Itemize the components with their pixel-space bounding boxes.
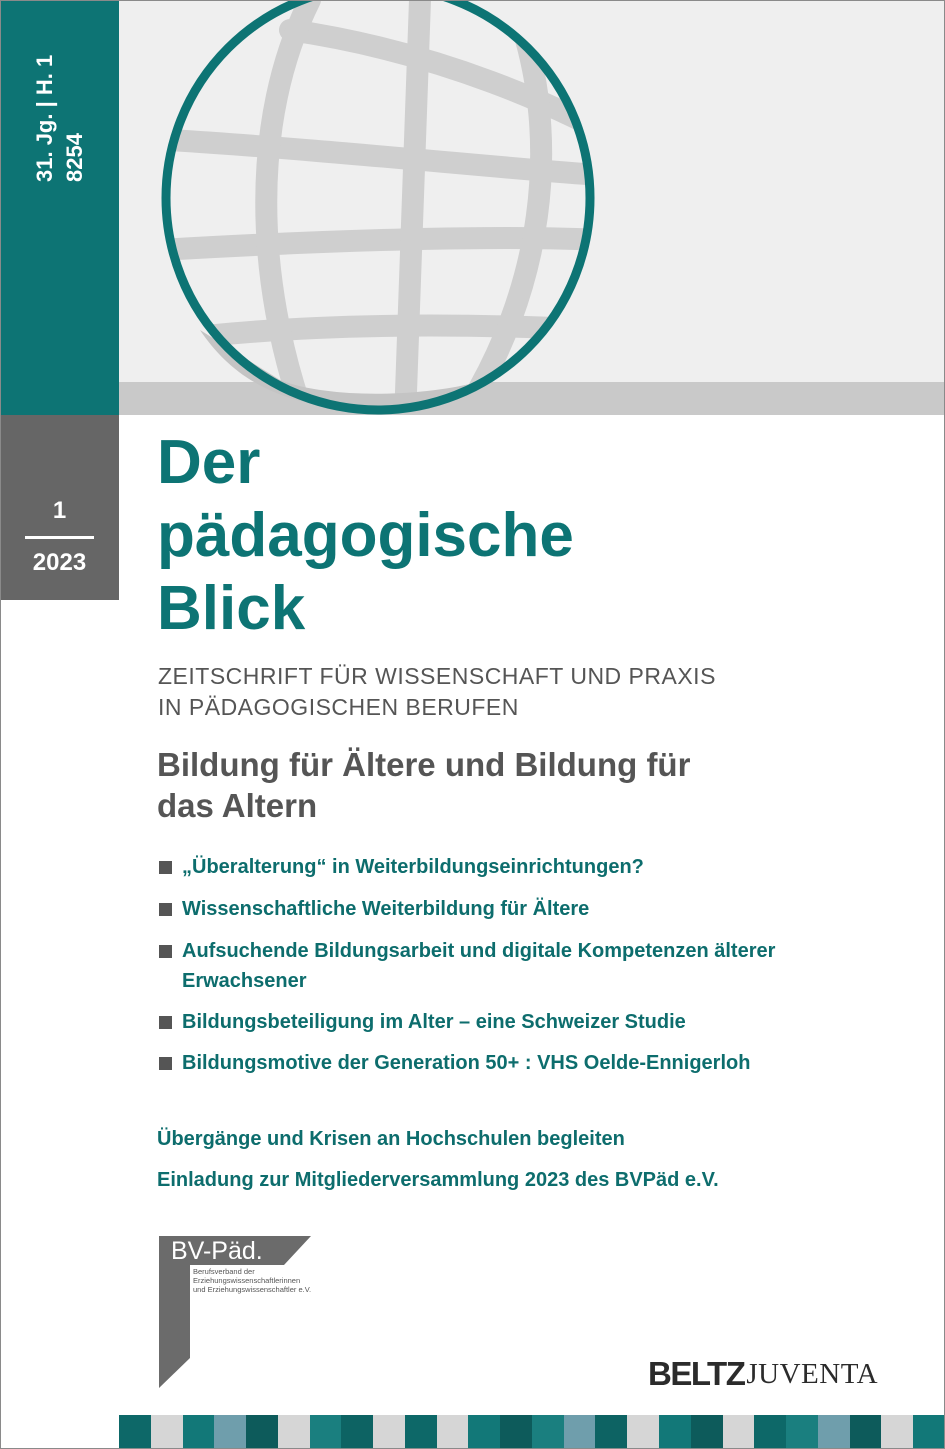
color-tile [723, 1415, 755, 1448]
color-tile [564, 1415, 596, 1448]
journal-subtitle [158, 661, 716, 723]
bullet-square-icon [159, 945, 172, 958]
journal-title [157, 426, 574, 645]
bullet-square-icon [159, 1016, 172, 1029]
volume-number: 8254 [62, 133, 87, 182]
logo-desc-line-1: Berufsverband der [193, 1267, 255, 1276]
subtitle-line-2: IN PÄDAGOGISCHEN BERUFEN [158, 694, 519, 720]
color-tile-strip [119, 1415, 945, 1448]
volume-block [0, 0, 119, 415]
color-tile [183, 1415, 215, 1448]
bullet-square-icon [159, 903, 172, 916]
color-tile [278, 1415, 310, 1448]
color-tile [405, 1415, 437, 1448]
color-tile [214, 1415, 246, 1448]
issue-block [0, 415, 119, 600]
color-tile [659, 1415, 691, 1448]
color-tile [754, 1415, 786, 1448]
color-tile [310, 1415, 342, 1448]
logo-desc-line-3: und Erziehungswissenschaftler e.V. [193, 1285, 312, 1294]
topic-text-line-1: Aufsuchende Bildungsarbeit und digitale Kompetenzen älterer [182, 940, 776, 962]
color-tile [786, 1415, 818, 1448]
logo-desc-line-2: Erziehungswissenschaftlerinnen [193, 1276, 301, 1285]
theme-line-2: das Altern [157, 787, 318, 824]
globe-icon [160, 0, 596, 420]
color-tile [818, 1415, 850, 1448]
topic-text: „Überalterung“ in Weiterbildungseinrichtungen? [182, 856, 644, 878]
volume-issue-ref: 31. Jg. | H. 1 [32, 54, 57, 182]
logo-description [193, 1267, 311, 1294]
color-tile [437, 1415, 469, 1448]
publisher-logo [648, 1356, 878, 1392]
topic-text: Wissenschaftliche Weiterbildung für Ältere [182, 898, 590, 920]
topic-text-line-2: Erwachsener [182, 970, 307, 992]
color-tile [691, 1415, 723, 1448]
logo-name: BV-Päd. [171, 1237, 263, 1265]
color-tile [881, 1415, 913, 1448]
extra-item: Übergänge und Krisen an Hochschulen begleiten [157, 1128, 625, 1150]
color-tile [532, 1415, 564, 1448]
issue-year: 2023 [32, 549, 87, 576]
publisher-part-1: BELTZ [648, 1355, 745, 1392]
color-tile [627, 1415, 659, 1448]
issue-divider [25, 536, 94, 539]
color-tile [595, 1415, 627, 1448]
color-tile [913, 1415, 945, 1448]
subtitle-line-1: ZEITSCHRIFT FÜR WISSENSCHAFT UND PRAXIS [158, 663, 716, 689]
bullet-square-icon [159, 1057, 172, 1070]
color-tile [500, 1415, 532, 1448]
topic-item [157, 852, 644, 882]
title-line-2: pädagogische [157, 501, 574, 570]
topic-item [157, 1007, 686, 1037]
topic-item [157, 936, 775, 996]
title-line-3: Blick [157, 574, 306, 643]
publisher-part-2: JUVENTA [746, 1358, 879, 1390]
color-tile [341, 1415, 373, 1448]
color-tile [850, 1415, 882, 1448]
bullet-square-icon [159, 861, 172, 874]
color-tile [151, 1415, 183, 1448]
title-line-1: Der [157, 428, 261, 497]
issue-theme [157, 744, 857, 826]
topic-item [157, 1048, 750, 1078]
color-tile [468, 1415, 500, 1448]
volume-label [30, 55, 90, 182]
color-tile [119, 1415, 151, 1448]
color-tile [246, 1415, 278, 1448]
topic-item [157, 894, 589, 924]
issue-number: 1 [52, 497, 67, 524]
topic-text: Bildungsmotive der Generation 50+ : VHS Oelde-Ennigerloh [182, 1052, 751, 1074]
extra-item: Einladung zur Mitgliederversammlung 2023 des BVPäd e.V. [157, 1169, 719, 1191]
color-tile [373, 1415, 405, 1448]
topic-text: Bildungsbeteiligung im Alter – eine Schweizer Studie [182, 1011, 686, 1033]
theme-line-1: Bildung für Ältere und Bildung für [157, 746, 691, 783]
